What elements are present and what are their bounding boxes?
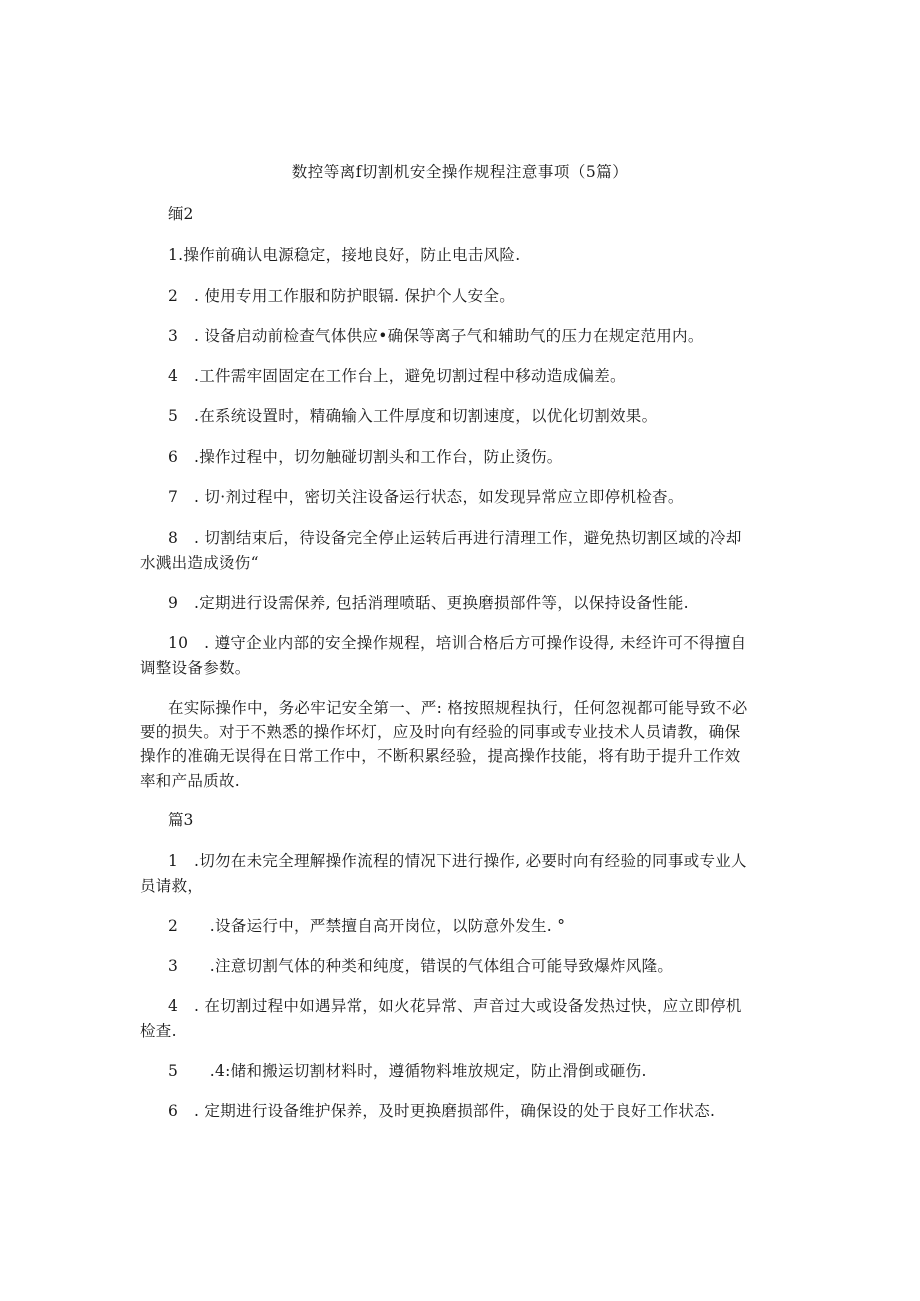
section-3-item-5: 5 .4:储和搬运切割材料时，遵循物料堆放规定，防止滑倒或砸伤. xyxy=(168,1062,647,1080)
section-2-item-5: 5 .在系统设置时，精确输入工件厚度和切割速度，以优化切割效果。 xyxy=(168,407,658,425)
section-3-item-3: 3 .注意切割气体的种类和纯度，错误的气体组合可能导致爆炸风隆。 xyxy=(168,957,674,975)
summary-line-1: 在实际操作中，务必牢记安全第一、严: 格按照规程执行，任何忽视都可能导致不必 xyxy=(168,699,748,717)
section-2-item-4: 4 .工件需牢固固定在工作台上，避免切割过程中移动造成偏差。 xyxy=(168,367,626,385)
summary-line-2: 要的损失。对于不熟悉的操作坏灯，应及时向有经验的同事或专业技术人员请教，确保 xyxy=(140,723,741,741)
section-3-item-2: 2 .设备运行中，严禁擅自高开岗位，以防意外发生. ° xyxy=(168,917,566,935)
section-2-item-2: 2 . 使用专用工作服和防护眼镉. 保护个人安全。 xyxy=(168,287,516,305)
section-2-item-8-continued: 水溅出造成烫伤“ xyxy=(140,554,259,572)
section-2-item-10-continued: 调整设备参数。 xyxy=(140,659,251,677)
section-2-item-8: 8 . 切割结束后，待设备完全停止运转后再进行清理工作，避免热切割区域的冷却 xyxy=(168,529,742,547)
document-title: 数控等离f切割机安全操作规程注意事项（5篇） xyxy=(291,163,629,181)
section-3-item-1: 1 .切勿在未完全理解操作流程的情况下进行操作, 必要时向有经验的同事或专业人 xyxy=(168,852,747,870)
section-3-heading: 篇3 xyxy=(168,811,194,829)
section-3-item-4: 4 . 在切割过程中如遇异常，如火花异常、声音过大或设备发热过快，应立即停机 xyxy=(168,997,742,1015)
section-2-item-9: 9 .定期进行设需保养, 包括消理喷聒、更换磨损部件等，以保持设备性能. xyxy=(168,594,689,612)
section-3-item-1-continued: 员请救， xyxy=(140,877,204,895)
section-2-item-3: 3 . 设备启动前检查气体供应•确保等离子气和辅助气的压力在规定范用内。 xyxy=(168,327,704,345)
section-3-item-4-continued: 检查. xyxy=(140,1022,177,1040)
section-2-heading: 缅2 xyxy=(168,205,194,223)
section-3-item-6: 6 . 定期进行设备维护保养，及时更换磨损部件，确保设的处于良好工作状态. xyxy=(168,1102,716,1120)
summary-line-3: 操作的准确无误得在日常工作中，不断积累经验，提高操作技能，将有助于提升工作效 xyxy=(140,747,741,765)
summary-line-4: 率和产品质故. xyxy=(140,772,241,790)
section-2-item-1: 1.操作前确认电源稳定，接地良好，防止电击风险. xyxy=(168,246,521,264)
section-2-item-7: 7 . 切·剂过程中，密切关注设备运行状态，如发现异常应立即停机检杳。 xyxy=(168,488,684,506)
section-2-item-10: 10 . 遵守企业内部的安全操作规程，培训合格后方可操作设得, 未经许可不得擅自 xyxy=(168,634,747,652)
section-2-item-6: 6 .操作过程中，切勿触碰切割头和工作台，防止烫伤。 xyxy=(168,448,563,466)
